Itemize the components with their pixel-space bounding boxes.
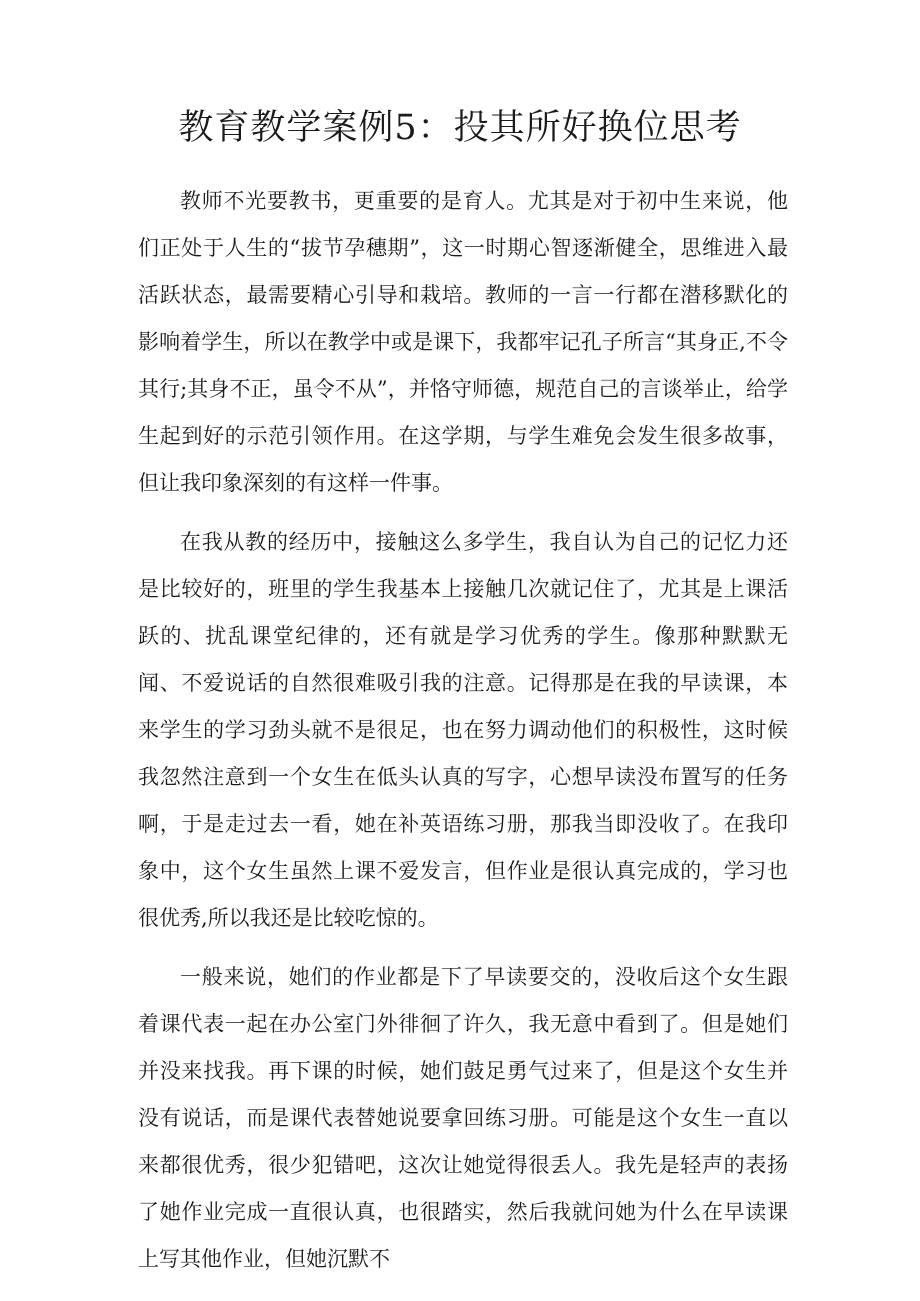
document-title: 教育教学案例5：投其所好换位思考: [178, 108, 742, 148]
paragraph-1: 教师不光要教书，更重要的是育人。尤其是对于初中生来说，他们正处于人生的“拔节孕穗期”，这一时期心智逐渐健全，思维进入最活跃状态，最需要精心引导和栽培。教师的一言一行都在潜移默化的影响着学生，所以在教学中或是课下，我都牢记孔子所言“其身正,不令其行;其身不正，虽令不从”，并恪守师德，规范自己的言谈举止，给学生起到好的示范引领作用。在这学期，与学生难免会发生很多故事，但让我印象深刻的有这样一件事。: [138, 189, 788, 495]
paragraph-3: 一般来说，她们的作业都是下了早读要交的，没收后这个女生跟着课代表一起在办公室门外徘徊了许久，我无意中看到了。但是她们并没来找我。再下课的时候，她们鼓足勇气过来了，但是这个女生并没有说话，而是课代表替她说要拿回练习册。可能是这个女生一直以来都很优秀，很少犯错吧，这次让她觉得很丢人。我先是轻声的表扬了她作业完成一直很认真，也很踏实，然后我就问她为什么在早读课上写其他作业，但她沉默不: [138, 965, 788, 1271]
paragraph-2: 在我从教的经历中，接触这么多学生，我自认为自己的记忆力还是比较好的，班里的学生我基本上接触几次就记住了，尤其是上课活跃的、扰乱课堂纪律的，还有就是学习优秀的学生。像那种默默无闻、不爱说话的自然很难吸引我的注意。记得那是在我的早读课，本来学生的学习劲头就不是很足，也在努力调动他们的积极性，这时候我忽然注意到一个女生在低头认真的写字，心想早读没布置写的任务啊，于是走过去一看，她在补英语练习册，那我当即没收了。在我印象中，这个女生虽然上课不爱发言，但作业是很认真完成的，学习也很优秀,所以我还是比较吃惊的。: [138, 530, 788, 930]
document-body: [138, 178, 788, 1295]
